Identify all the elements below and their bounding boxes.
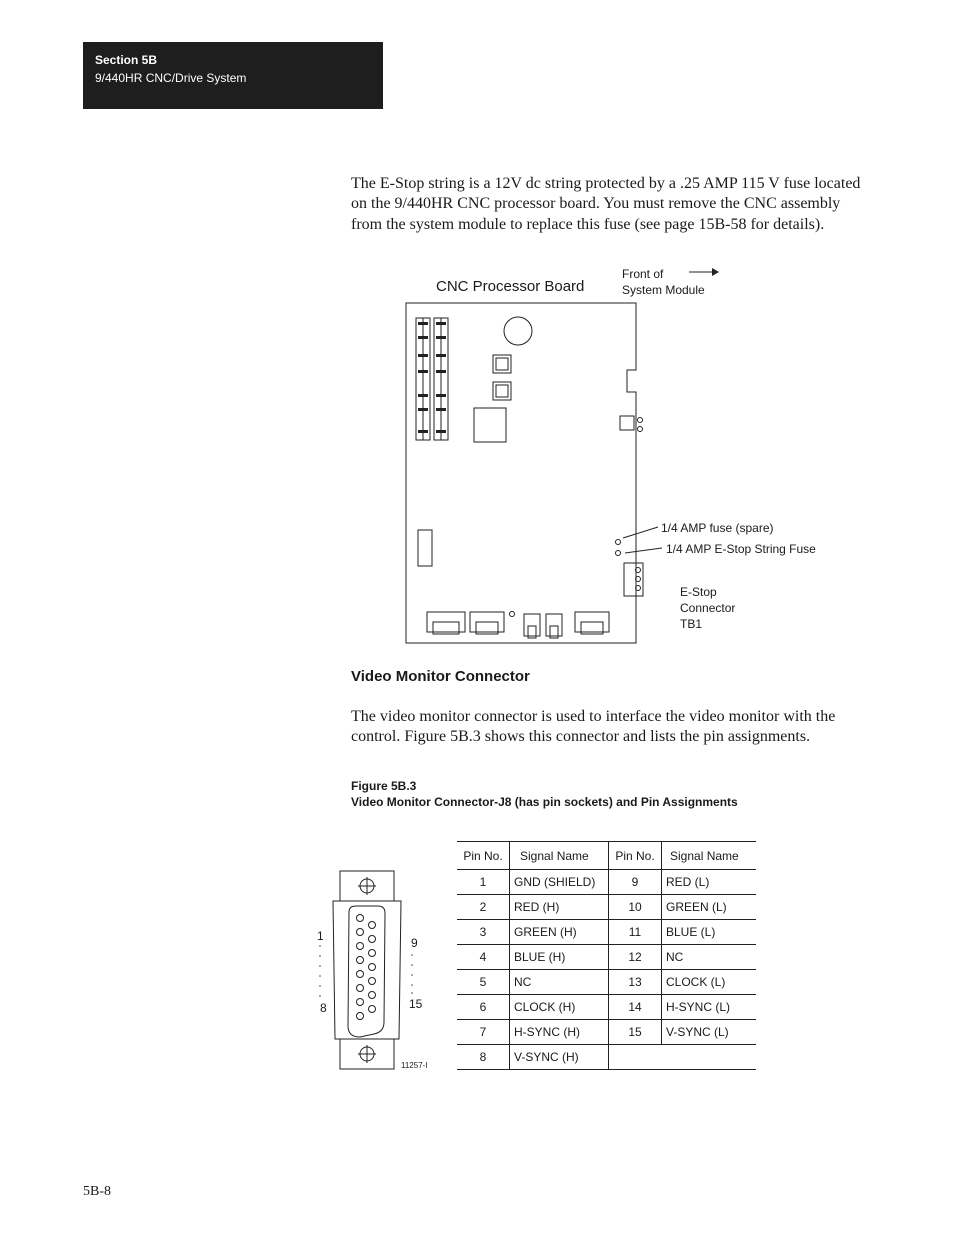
signal-name: NC xyxy=(662,945,757,970)
pin-no: 10 xyxy=(609,895,662,920)
table-row xyxy=(457,895,756,920)
table-row xyxy=(457,920,756,945)
table-row xyxy=(457,870,756,895)
pin-label-1: 1 xyxy=(317,929,324,943)
header-signal-name-1: Signal Name xyxy=(510,842,609,870)
pin-label-15: 15 xyxy=(409,997,423,1011)
front-arrow-head xyxy=(712,268,719,276)
header-pin-no-2: Pin No. xyxy=(609,842,662,870)
db15-connector-drawing xyxy=(333,871,401,1069)
pin-no: 1 xyxy=(457,870,510,895)
pin-no: 15 xyxy=(609,1020,662,1045)
signal-name: V-SYNC (L) xyxy=(662,1020,757,1045)
table-row xyxy=(457,1020,756,1045)
front-label-line1: Front of xyxy=(622,267,664,281)
header-pin-no-1: Pin No. xyxy=(457,842,510,870)
intro-paragraph: The E-Stop string is a 12V dc string protected by a .25 AMP 115 V fuse located on the 9/440HR CNC processor board. You must remove the CNC assembly from the system module to replace this fuse (see page 15B-58 for details). xyxy=(351,175,861,233)
drawing-id: 11257-I xyxy=(401,1061,428,1070)
battery-icon xyxy=(504,317,532,345)
table-row xyxy=(457,1045,756,1070)
fuse-holder xyxy=(620,416,634,430)
spare-fuse xyxy=(616,540,621,545)
table-row xyxy=(457,945,756,970)
video-paragraph: The video monitor connector is used to interface the video monitor with the control. Figure 5B.3 shows this connector and lists the pin assignments. xyxy=(351,708,836,746)
video-section-heading: Video Monitor Connector xyxy=(351,668,530,685)
fuse-spare-label: 1/4 AMP fuse (spare) xyxy=(661,521,774,535)
pin-no: 12 xyxy=(609,945,662,970)
pin-no: 8 xyxy=(457,1045,510,1070)
table-row xyxy=(457,970,756,995)
figure-caption: Video Monitor Connector-J8 (has pin sockets) and Pin Assignments xyxy=(351,795,738,809)
front-label-line2: System Module xyxy=(622,283,705,297)
system-name: 9/440HR CNC/Drive System xyxy=(95,71,247,85)
connector-label-line2: Connector xyxy=(680,601,736,615)
signal-name: GREEN (L) xyxy=(662,895,757,920)
board-title: CNC Processor Board xyxy=(436,278,585,295)
processor-chip xyxy=(474,408,506,442)
pin-no: 4 xyxy=(457,945,510,970)
signal-name: CLOCK (H) xyxy=(510,995,609,1020)
pin-no: 6 xyxy=(457,995,510,1020)
connector-label-line3: TB1 xyxy=(680,617,703,631)
page-number: 5B-8 xyxy=(83,1184,111,1199)
figure-label xyxy=(351,778,738,810)
fuse-estop-label: 1/4 AMP E-Stop String Fuse xyxy=(666,542,816,556)
signal-name: GND (SHIELD) xyxy=(510,870,609,895)
bottom-connector-3 xyxy=(524,614,540,636)
signal-name: BLUE (L) xyxy=(662,920,757,945)
pin-no: 13 xyxy=(609,970,662,995)
pin-no: 2 xyxy=(457,895,510,920)
estop-fuse xyxy=(616,551,621,556)
pin-no: 5 xyxy=(457,970,510,995)
signal-name: NC xyxy=(510,970,609,995)
signal-name: RED (L) xyxy=(662,870,757,895)
signal-name: H-SYNC (L) xyxy=(662,995,757,1020)
signal-name xyxy=(662,1045,757,1070)
pin-no: 11 xyxy=(609,920,662,945)
figure-number: Figure 5B.3 xyxy=(351,779,417,793)
leader-estop xyxy=(625,548,662,553)
pin-no: 3 xyxy=(457,920,510,945)
pin-no: 9 xyxy=(609,870,662,895)
pin-assignment-table xyxy=(457,841,756,1070)
signal-name: H-SYNC (H) xyxy=(510,1020,609,1045)
signal-name: BLUE (H) xyxy=(510,945,609,970)
table-row xyxy=(457,995,756,1020)
section-number: Section 5B xyxy=(95,53,158,67)
signal-name: CLOCK (L) xyxy=(662,970,757,995)
pin-no: 14 xyxy=(609,995,662,1020)
left-component xyxy=(418,530,432,566)
signal-name: V-SYNC (H) xyxy=(510,1045,609,1070)
bottom-connector-4 xyxy=(546,614,562,636)
table-header-row xyxy=(457,842,756,870)
connector-label-line1: E-Stop xyxy=(680,585,717,599)
pin-no: 7 xyxy=(457,1020,510,1045)
pin-label-9: 9 xyxy=(411,936,418,950)
pin-label-8: 8 xyxy=(320,1001,327,1015)
signal-name: GREEN (H) xyxy=(510,920,609,945)
leader-spare xyxy=(623,527,658,538)
pin-no xyxy=(609,1045,662,1070)
header-signal-name-2: Signal Name xyxy=(662,842,757,870)
signal-name: RED (H) xyxy=(510,895,609,920)
